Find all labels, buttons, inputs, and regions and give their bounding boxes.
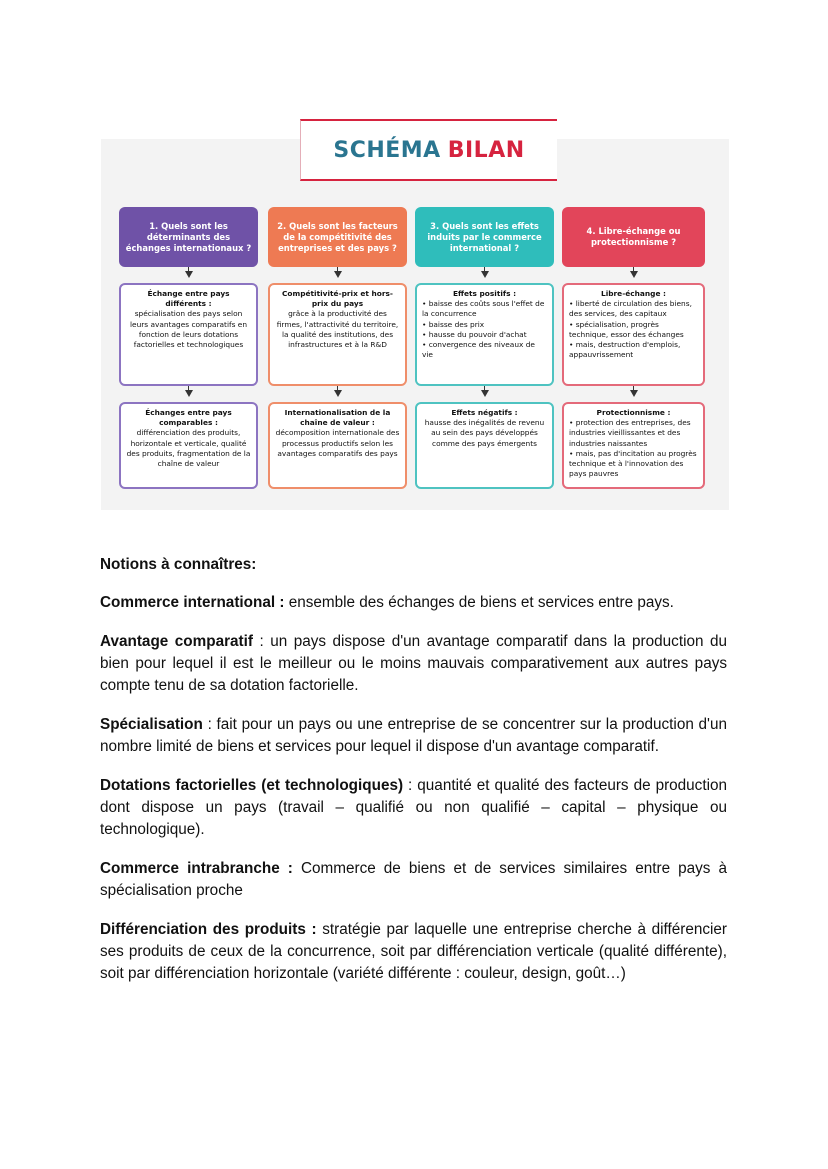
column-box-top xyxy=(415,283,554,386)
box-title: Internationalisation de la chaîne de valeur : xyxy=(284,408,391,428)
box-body: grâce à la productivité des firmes, l'attractivité du territoire, la qualité des institutions, des infrastructures et à la R&D xyxy=(276,309,399,350)
arrow-down-icon xyxy=(334,390,342,397)
notion-definition xyxy=(100,919,727,985)
arrow-down-icon xyxy=(481,271,489,278)
box-title: Effets positifs : xyxy=(452,289,517,298)
schema-column-1 xyxy=(119,207,258,489)
box-title: Compétitivité-prix et hors-prix du pays xyxy=(282,289,393,309)
column-header: 3. Quels sont les effets induits par le commerce international ? xyxy=(415,207,554,267)
box-body: décomposition internationale des processus productifs selon les avantages comparatifs des pays xyxy=(275,428,400,458)
column-header: 1. Quels sont les déterminants des échanges internationaux ? xyxy=(119,207,258,267)
notion-text: : un pays dispose d'un avantage comparatif dans la production du bien pour lequel il est le meilleur ou le moins mauvais comparativement aux autres pays compte tenu de sa dotation factorielle. xyxy=(100,633,727,694)
box-title: Effets négatifs : xyxy=(451,408,518,417)
box-title: Échange entre pays différents : xyxy=(147,289,230,309)
box-body: spécialisation des pays selon leurs avantages comparatifs en fonction de leurs dotations factorielles et technologiques xyxy=(129,309,248,350)
schema-title-part2: BILAN xyxy=(447,137,525,163)
notion-term: Commerce international : xyxy=(100,594,285,611)
arrow-down-icon xyxy=(185,271,193,278)
schema-title xyxy=(300,119,557,181)
notion-definition xyxy=(100,592,727,614)
column-box-bottom xyxy=(562,402,705,489)
notion-term: Spécialisation xyxy=(100,716,203,733)
box-body: • liberté de circulation des biens, des services, des capitaux • spécialisation, progrès technique, essor des échanges • mais, destruction d'emplois, appauvrissement xyxy=(569,299,692,360)
notion-text: ensemble des échanges de biens et services entre pays. xyxy=(284,594,674,611)
box-title: Libre-échange : xyxy=(601,289,666,298)
column-header: 4. Libre-échange ou protectionnisme ? xyxy=(562,207,705,267)
notion-definition xyxy=(100,858,727,902)
column-box-top xyxy=(562,283,705,386)
notions-section xyxy=(100,555,727,1002)
notion-definition xyxy=(100,631,727,697)
box-body: hausse des inégalités de revenu au sein des pays développés comme des pays émergents xyxy=(424,418,545,448)
schema-column-2 xyxy=(268,207,407,489)
notion-term: Avantage comparatif xyxy=(100,633,253,650)
box-body: • protection des entreprises, des industries vieillissantes et des industries naissantes • mais, pas d'incitation au progrès technique et à l'innovation des pays pauvres xyxy=(569,418,697,479)
notion-term: Dotations factorielles (et technologiques) xyxy=(100,777,404,794)
schema-title-part1: SCHÉMA xyxy=(333,137,441,163)
box-title: Protectionnisme : xyxy=(596,408,671,417)
schema-column-4 xyxy=(562,207,705,489)
arrow-down-icon xyxy=(481,390,489,397)
schema-bilan-figure xyxy=(101,139,729,510)
notion-definition xyxy=(100,775,727,841)
notion-text: : fait pour un pays ou une entreprise de se concentrer sur la production d'un nombre limité de biens et services pour lequel il dispose d'un avantage comparatif. xyxy=(100,716,727,755)
arrow-down-icon xyxy=(630,390,638,397)
box-body: • baisse des coûts sous l'effet de la concurrence • baisse des prix • hausse du pouvoir d'achat • convergence des niveaux de vie xyxy=(422,299,545,360)
schema-column-3 xyxy=(415,207,554,489)
arrow-down-icon xyxy=(185,390,193,397)
column-box-top xyxy=(268,283,407,386)
column-box-top xyxy=(119,283,258,386)
box-title: Échanges entre pays comparables : xyxy=(145,408,232,428)
notion-term: Différenciation des produits : xyxy=(100,921,317,938)
column-box-bottom xyxy=(415,402,554,489)
column-header: 2. Quels sont les facteurs de la compétitivité des entreprises et des pays ? xyxy=(268,207,407,267)
box-body: différenciation des produits, horizontale et verticale, qualité des produits, fragmentation de la chaîne de valeur xyxy=(126,428,251,469)
notions-heading: Notions à connaîtres: xyxy=(100,556,257,573)
column-box-bottom xyxy=(119,402,258,489)
column-box-bottom xyxy=(268,402,407,489)
notion-definition xyxy=(100,714,727,758)
notion-text: Commerce de biens et de services similaires entre pays à spécialisation proche xyxy=(100,860,727,899)
arrow-down-icon xyxy=(630,271,638,278)
notion-text: stratégie par laquelle une entreprise cherche à différencier ses produits de ceux de la concurrence, soit par différenciation verticale (qualité différente), soit par différenciation horizontale (variété différente : couleur, design, goût…) xyxy=(100,921,727,982)
notion-text: : quantité et qualité des facteurs de production dont dispose un pays (travail – qualifié ou non qualifié – capital – physique ou technologique). xyxy=(100,777,727,838)
arrow-down-icon xyxy=(334,271,342,278)
notion-term: Commerce intrabranche : xyxy=(100,860,293,877)
